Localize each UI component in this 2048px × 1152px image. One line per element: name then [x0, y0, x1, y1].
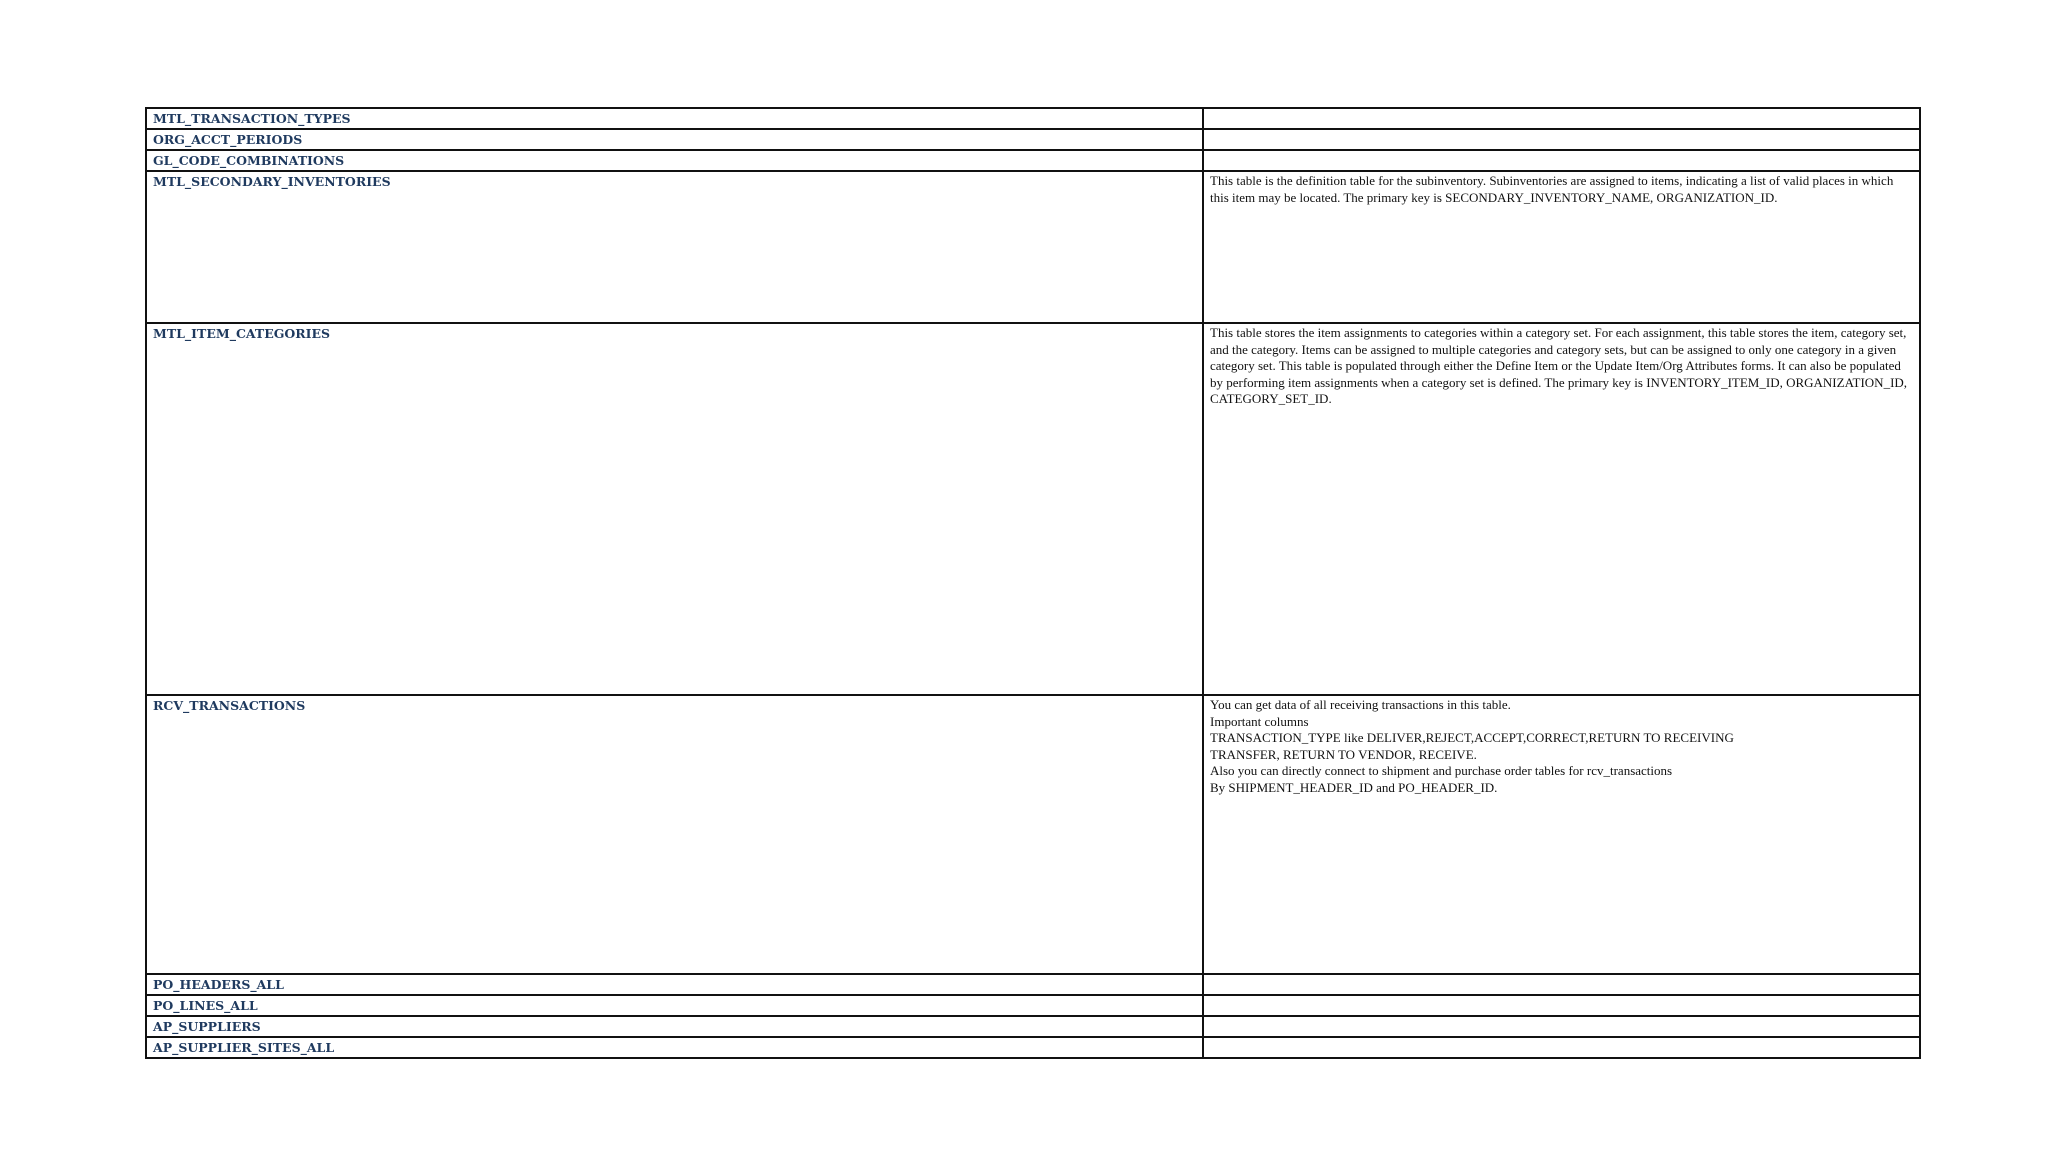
table-row [146, 323, 1920, 695]
table-name: AP_SUPPLIERS [153, 1019, 261, 1034]
table-description-cell [1203, 323, 1920, 695]
table-name: PO_LINES_ALL [153, 998, 258, 1013]
table-description-cell [1203, 695, 1920, 974]
table-row [146, 150, 1920, 171]
table-name: RCV_TRANSACTIONS [153, 698, 306, 713]
table-name-cell [146, 974, 1203, 995]
table-row [146, 129, 1920, 150]
table-description-cell [1203, 171, 1920, 323]
table-row [146, 1037, 1920, 1058]
table-name: PO_HEADERS_ALL [153, 977, 284, 992]
table-name-cell [146, 150, 1203, 171]
table-description-cell [1203, 1037, 1920, 1058]
table-name-cell [146, 108, 1203, 129]
table-description-cell [1203, 129, 1920, 150]
table-name: ORG_ACCT_PERIODS [153, 132, 303, 147]
table-row [146, 1016, 1920, 1037]
table-description: You can get data of all receiving transactions in this table. Important columns TRANSACTION_TYPE like DELIVER,REJECT,ACCEPT,CORRECT,RETURN TO RECEIVING TRANSFER, RETURN TO VENDOR, RECEIVE. Also you can directly connect to shipment and purchase order tables for rcv_transactions By SHIPMENT_HEADER_ID and PO_HEADER_ID. [1210, 697, 1734, 795]
table-name-cell [146, 1016, 1203, 1037]
table-name-cell [146, 695, 1203, 974]
table-name: MTL_ITEM_CATEGORIES [153, 326, 331, 341]
table-reference-grid [145, 107, 1921, 1059]
table-name: GL_CODE_COMBINATIONS [153, 153, 345, 168]
table-row [146, 995, 1920, 1016]
table-row [146, 695, 1920, 974]
table-name: AP_SUPPLIER_SITES_ALL [153, 1040, 335, 1055]
table-name-cell [146, 171, 1203, 323]
table-row [146, 974, 1920, 995]
table-description-cell [1203, 150, 1920, 171]
table-name-cell [146, 995, 1203, 1016]
table-name-cell [146, 1037, 1203, 1058]
table-name-cell [146, 323, 1203, 695]
table-description-cell [1203, 108, 1920, 129]
table-row [146, 171, 1920, 323]
table-description-cell [1203, 995, 1920, 1016]
table-name: MTL_SECONDARY_INVENTORIES [153, 174, 391, 189]
table-description-cell [1203, 1016, 1920, 1037]
table-name-cell [146, 129, 1203, 150]
table-row [146, 108, 1920, 129]
table-description-cell [1203, 974, 1920, 995]
table-description: This table is the definition table for the subinventory. Subinventories are assigned to items, indicating a list of valid places in which this item may be located. The primary key is SECONDARY_INVENTORY_NAME, ORGANIZATION_ID. [1210, 173, 1894, 205]
table-name: MTL_TRANSACTION_TYPES [153, 111, 351, 126]
table-description: This table stores the item assignments to categories within a category set. For each assignment, this table stores the item, category set, and the category. Items can be assigned to multiple categories and category sets, but can be assigned to only one category in a given category set. This table is populated through either the Define Item or the Update Item/Org Attributes forms. It can also be populated by performing item assignments when a category set is defined. The primary key is INVENTORY_ITEM_ID, ORGANIZATION_ID, CATEGORY_SET_ID. [1210, 325, 1908, 406]
